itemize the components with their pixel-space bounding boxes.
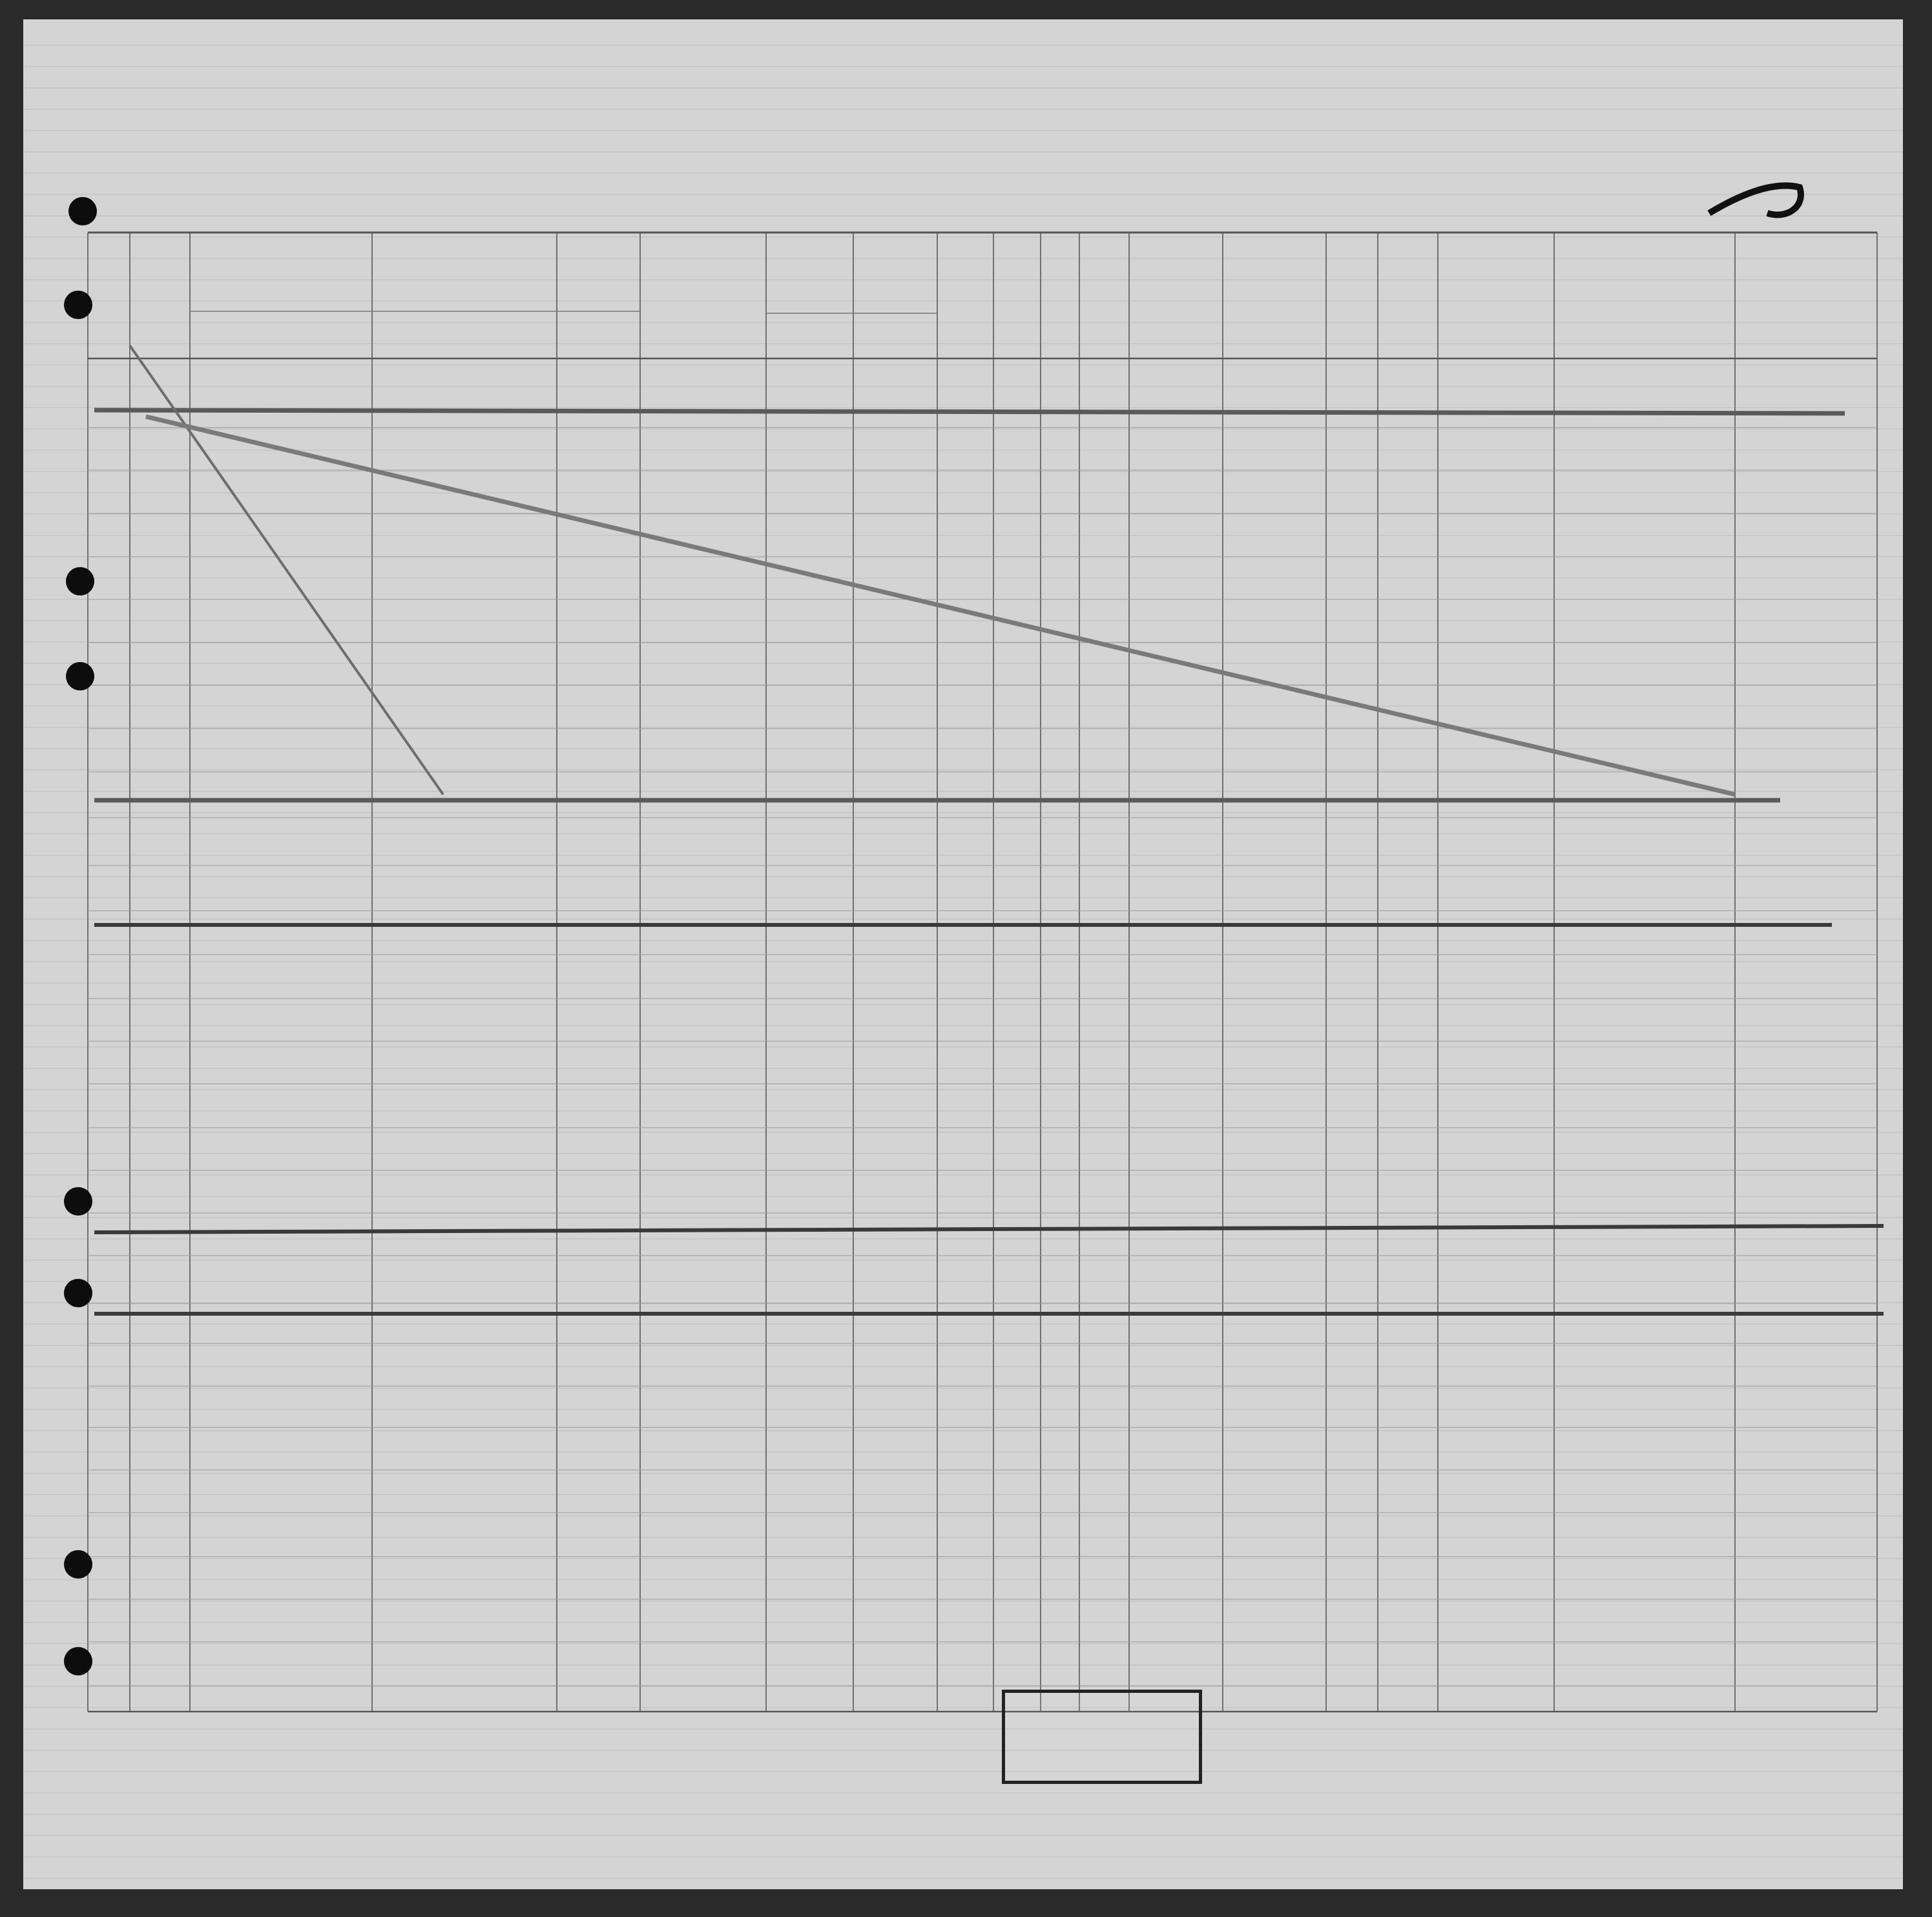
ink-mark [1703,168,1813,233]
punch-hole [64,1187,92,1216]
manifest-sheet [23,19,1903,1889]
punch-hole [64,1279,92,1307]
punch-hole [68,197,97,225]
mercantile-marine-stamp [1002,1690,1202,1784]
table-grid [23,19,1903,1889]
punch-hole [64,291,92,319]
punch-hole [66,567,94,596]
punch-hole [64,1647,92,1675]
punch-hole [66,662,94,690]
punch-hole [64,1550,92,1579]
